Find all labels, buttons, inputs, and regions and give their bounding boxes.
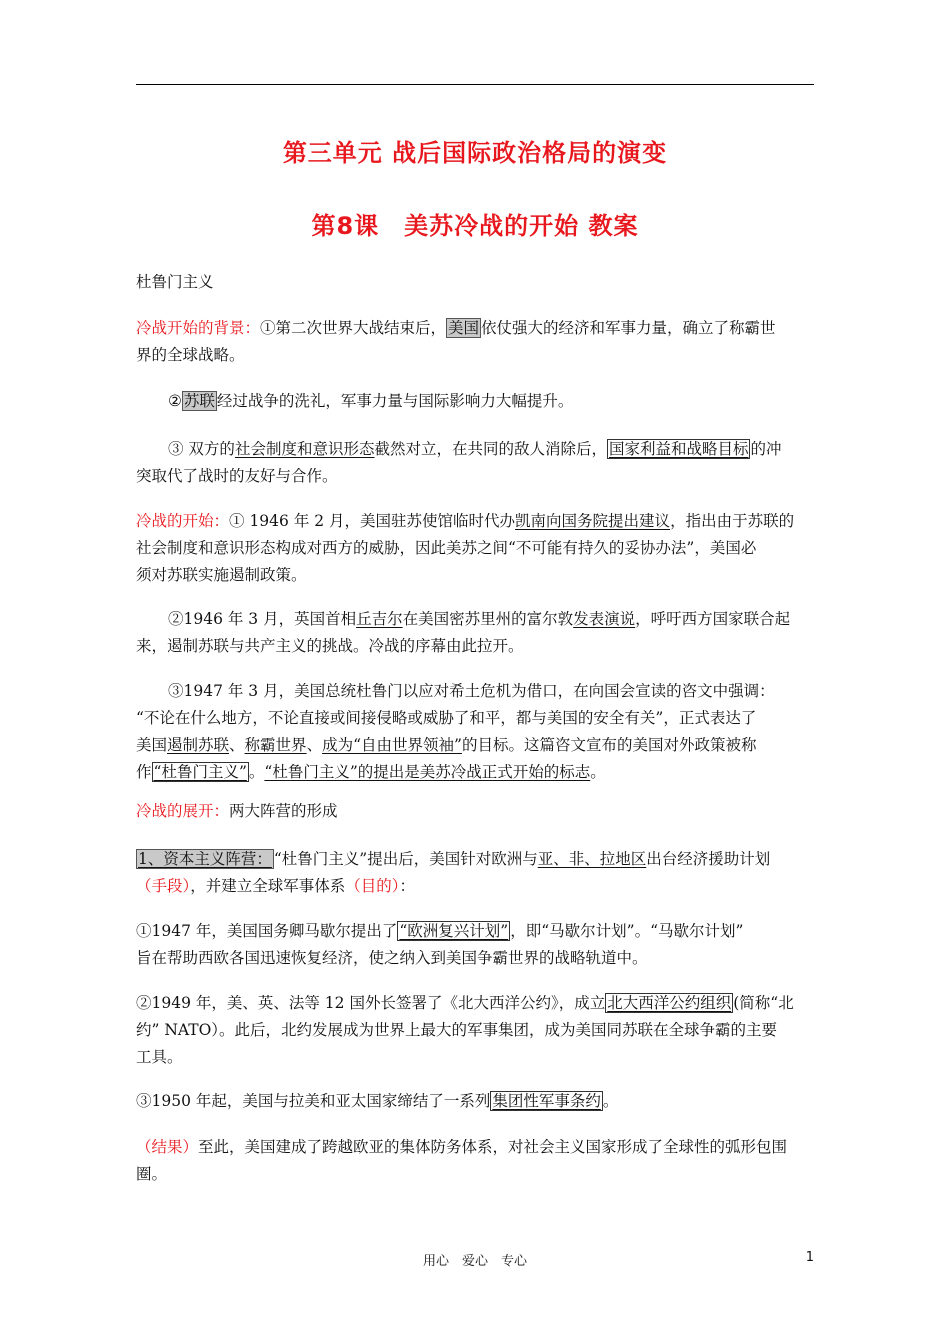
lesson-title: 第8课 美苏冷战的开始 教案 xyxy=(311,212,639,240)
section-heading: （结果） xyxy=(136,1138,199,1156)
result-paragraph: （结果）至此，美国建成了跨越欧亚的集体防务体系，对社会主义国家形成了全球性的弧形包围 圈。 xyxy=(136,1138,788,1183)
marshall-plan: ①1947 年，美国国务卿马歇尔提出了 “欧洲复兴计划” ，即“马歇尔计划”。“马歇尔计划” 旨在帮助西欧各国迅速恢复经济，使之纳入到美国争霸世界的战略轨道中。 xyxy=(136,922,744,967)
start-point-3: ③1947 年 3 月，美国总统杜鲁门以应对希土危机为借口，在向国会宣读的咨文中强调： “不论在什么地方，不论直接或间接侵略或威胁了和平，都与美国的安全有关”，正式表达了 美国遏制苏联、称霸世界、成为“自由世界领袖”的目标。这篇咨文宣布的美国对外政策被称 作 “杜鲁门主义” 。“杜鲁门主义”的提出是美苏冷战正式开始的标志。 xyxy=(136,682,775,781)
camp-label: 1、资本主义阵营： xyxy=(138,850,272,868)
background-point-2: ② 苏联 经过战争的洗礼，军事力量与国际影响力大幅提升。 xyxy=(168,392,574,410)
highlight-ussr: 苏联 xyxy=(183,392,215,410)
background-section: 冷战开始的背景：①第二次世界大战结束后， 美国 依仗强大的经济和军事力量，确立了称霸世 界的全球战略。 xyxy=(136,319,776,364)
highlight-us: 美国 xyxy=(448,319,480,337)
page-number: 1 xyxy=(805,1250,814,1265)
truman-label: 杜鲁门主义 xyxy=(136,273,214,291)
expand-section: 冷战的展开：两大阵营的形成 xyxy=(136,802,338,820)
header-rule xyxy=(136,84,814,85)
start-section: 冷战的开始：① 1946 年 2 月，美国驻苏使馆临时代办凯南向国务院提出建议，指出由于苏联的 社会制度和意识形态构成对西方的威胁，因此美苏之间“不可能有持久的妥协办法”，美国必 须对苏联实施遏制政策。 xyxy=(136,512,795,584)
section-heading: 冷战的展开： xyxy=(136,802,230,820)
section-heading: 冷战开始的背景： xyxy=(136,319,261,337)
unit-title: 第三单元 战后国际政治格局的演变 xyxy=(282,139,668,167)
nato-paragraph: ②1949 年，美、英、法等 12 国外长签署了《北大西洋公约》，成立 北大西洋公约组织 (简称“北 约” NATO）。此后，北约发展成为世界上最大的军事集团，成为美国同苏联在全球争霸的主要 工具。 xyxy=(136,994,794,1066)
section-heading: 冷战的开始： xyxy=(136,512,230,530)
capitalist-camp: 1、资本主义阵营： “杜鲁门主义”提出后，美国针对欧洲与亚、非、拉地区出台经济援助计划 （手段），并建立全球军事体系（目的）： xyxy=(136,850,771,895)
start-point-2: ②1946 年 3 月，英国首相丘吉尔在美国密苏里州的富尔敦发表演说，呼吁西方国家联合起 来，遏制苏联与共产主义的挑战。冷战的序幕由此拉开。 xyxy=(136,610,791,655)
footer-motto: 用心 爱心 专心 xyxy=(422,1254,527,1269)
background-point-3: ③ 双方的社会制度和意识形态截然对立，在共同的敌人消除后， 国家利益和战略目标 的冲 突取代了战时的友好与合作。 xyxy=(136,440,782,485)
military-pacts: ③1950 年起，美国与拉美和亚太国家缔结了一系列 集团性军事条约 。 xyxy=(136,1092,619,1110)
